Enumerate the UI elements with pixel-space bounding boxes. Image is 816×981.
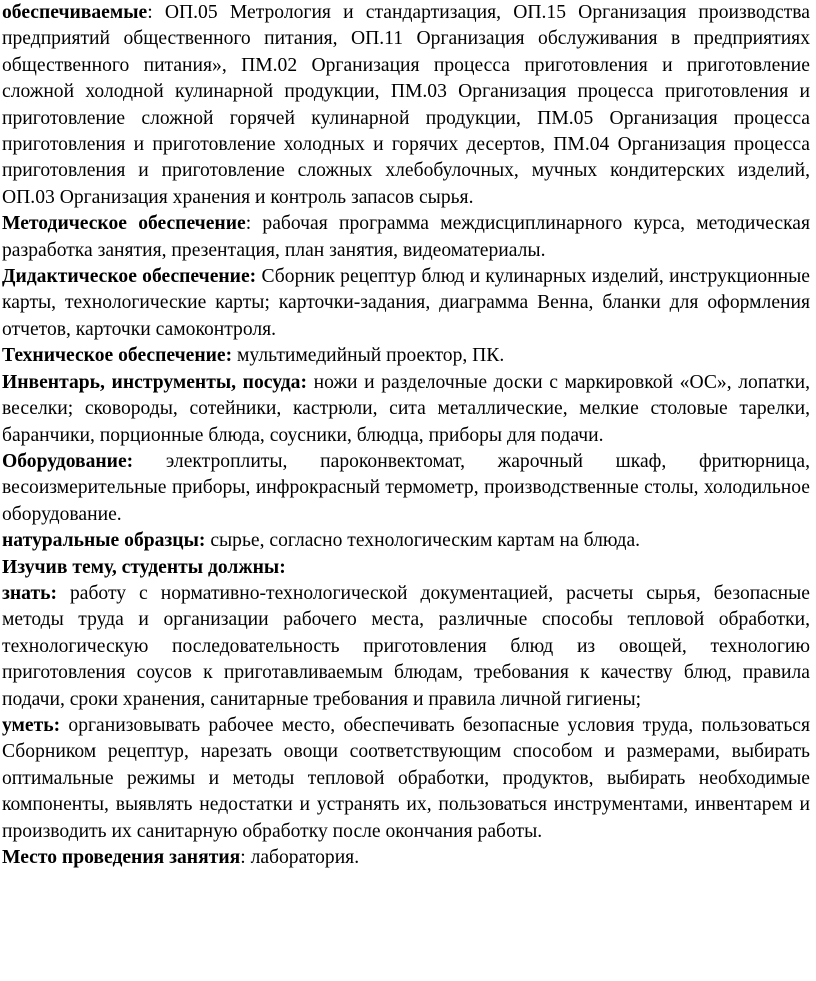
paragraph-label: натуральные образцы: bbox=[2, 530, 206, 552]
paragraph-didactic-support bbox=[2, 264, 810, 343]
paragraph-label: Изучив тему, студенты должны: bbox=[2, 556, 286, 578]
paragraph-text: сырье, согласно технологическим картам на блюда. bbox=[205, 530, 641, 552]
paragraph-methodical-support bbox=[2, 211, 810, 264]
paragraph-text: мультимедийный проектор, ПК. bbox=[232, 345, 505, 367]
paragraph-text: организовывать рабочее место, обеспечивать безопасные условия труда, пользоваться Сборником рецептур, нарезать овощи соответствующим способом и размерами, выбирать оптимальные режимы и методы тепловой обработки, продуктов, выбирать необходимые компоненты, выявлять недостатки и устранять их, пользоваться инструментами, инвентарем и производить их санитарную обработку после окончания работы. bbox=[2, 714, 810, 842]
paragraph-label: Техническое обеспечение: bbox=[2, 345, 233, 367]
paragraph-support bbox=[2, 0, 810, 211]
paragraph-separator: : bbox=[245, 213, 252, 235]
paragraph-inventory bbox=[2, 370, 810, 449]
paragraph-separator: : bbox=[240, 847, 246, 868]
paragraph-label: Методическое обеспечение bbox=[2, 213, 246, 235]
paragraph-label: Дидактическое обеспечение: bbox=[2, 266, 257, 288]
paragraph-text: Сборник рецептур блюд и кулинарных изделий, инструкционные карты, технологические карты; карточки-задания, диаграмма Венна, бланки для оформления отчетов, карточки самоконтроля. bbox=[2, 266, 810, 340]
paragraph-label: обеспечиваемые bbox=[2, 2, 148, 23]
paragraph-label: Место проведения занятия bbox=[2, 847, 241, 868]
paragraph-study-heading bbox=[2, 555, 810, 581]
paragraph-text: электроплиты, пароконвектомат, жарочный шкаф, фритюрница, весоизмерительные приборы, инфрокрасный термометр, производственные столы, холодильное оборудование. bbox=[2, 450, 810, 525]
paragraph-can bbox=[2, 713, 810, 845]
paragraph-label: Оборудование: bbox=[2, 450, 134, 472]
paragraph-label: знать: bbox=[2, 582, 57, 604]
paragraph-natural-samples bbox=[2, 528, 810, 554]
paragraph-location bbox=[2, 845, 810, 871]
paragraph-technical-support bbox=[2, 343, 810, 369]
paragraph-know bbox=[2, 581, 810, 713]
paragraph-label: Инвентарь, инструменты, посуда: bbox=[2, 371, 307, 393]
paragraph-text: ножи и разделочные доски с маркировкой «ОС», лопатки, веселки; сковороды, сотейники, кастрюли, сита металлические, мелкие столовые тарелки, баранчики, порционные блюда, соусники, блюдца, приборы для подачи. bbox=[2, 371, 810, 446]
paragraph-text: лаборатория. bbox=[245, 847, 360, 868]
paragraph-text: работу с нормативно-технологической документацией, расчеты сырья, безопасные методы труда и организации рабочего места, различные способы тепловой обработки, технологическую последовательность приготовления блюд из овощей, технологию приготовления соусов к приготавливаемым блюдам, требования к качеству блюд, правила подачи, сроки хранения, санитарные требования и правила личной гигиены; bbox=[2, 582, 810, 710]
paragraph-text: ОП.05 Метрология и стандартизация, ОП.15 Организация производства предприятий общественного питания, ОП.11 Организация обслуживания в предприятиях общественного питания», ПМ.02 Организация процесса приготовления и приготовление сложной холодной кулинарной продукции, ПМ.03 Организация процесса приготовления и приготовление сложной горячей кулинарной продукции, ПМ.05 Организация процесса приготовления и приготовление холодных и горячих десертов, ПМ.04 Организация процесса приготовления и приготовление сложных хлебобулочных, мучных кондитерских изделий, ОП.03 Организация хранения и контроль запасов сырья. bbox=[2, 2, 810, 208]
paragraph-separator: : bbox=[147, 2, 153, 23]
paragraph-text: рабочая программа междисциплинарного курса, методическая разработка занятия, презентация, план занятия, видеоматериалы. bbox=[2, 213, 811, 261]
paragraph-equipment bbox=[2, 449, 810, 528]
paragraph-label: уметь: bbox=[2, 714, 61, 736]
